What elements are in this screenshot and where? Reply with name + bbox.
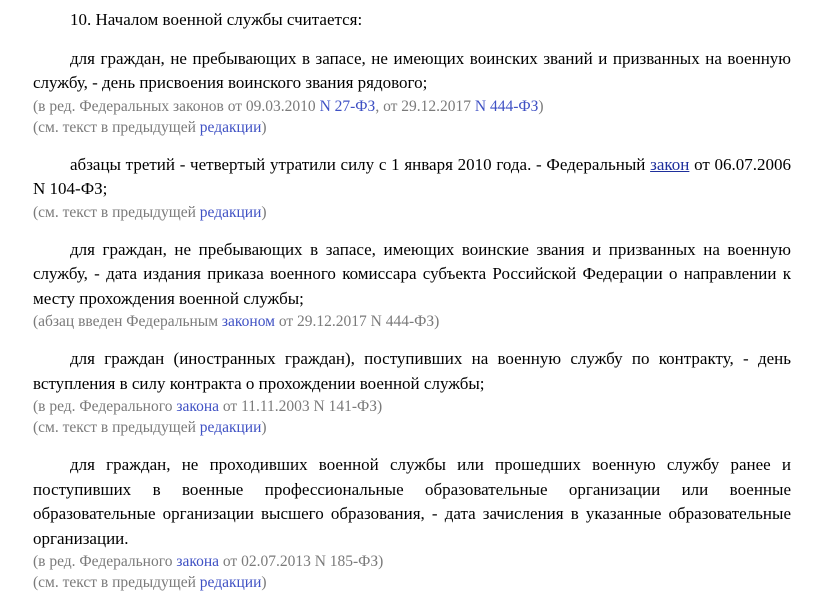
note-text: ) bbox=[261, 419, 267, 436]
note-text: (в ред. Федерального bbox=[33, 398, 177, 415]
paragraph-5: для граждан, не проходивших военной службы или прошедших военную службу ранее и поступивших в военные профессиональные образовательные организации или военные образовательные организации высшего образования, - дата зачисления в указанные образовательные организации. bbox=[33, 455, 791, 548]
note-text: ) bbox=[538, 97, 544, 115]
prev-edition-note-5 bbox=[33, 572, 791, 593]
note-text: ) bbox=[261, 203, 267, 221]
note-text: (в ред. Федерального bbox=[33, 553, 177, 570]
edit-note-5 bbox=[33, 551, 791, 572]
paragraph-text: от 06.07.2006 N 104-ФЗ; bbox=[33, 154, 791, 198]
document-body bbox=[33, 8, 791, 593]
added-note-3 bbox=[33, 311, 791, 332]
paragraph-3: для граждан, не пребывающих в запасе, имеющих воинские звания и призванных на военную службу, - дата издания приказа военного комиссара субъекта Российской Федерации о направлении к месту прохождения военной службы; bbox=[33, 239, 791, 308]
note-text: (см. текст в предыдущей bbox=[33, 574, 200, 591]
prev-edition-note-4 bbox=[33, 417, 791, 438]
prev-edition-link-4[interactable]: редакции bbox=[199, 419, 262, 436]
edit-note-1 bbox=[33, 96, 791, 117]
prev-edition-note-1 bbox=[33, 117, 791, 138]
prev-edition-note-2 bbox=[33, 202, 791, 223]
prev-edition-link-5[interactable]: редакции bbox=[199, 574, 262, 591]
note-text: (см. текст в предыдущей bbox=[33, 419, 200, 436]
note-text: ) bbox=[261, 574, 267, 591]
paragraph-4: для граждан (иностранных граждан), поступивших на военную службу по контракту, - день вступления в силу контракта о прохождении военной службы; bbox=[33, 349, 791, 393]
note-text: (абзац введен Федеральным bbox=[33, 313, 222, 330]
note-text: от 29.12.2017 N 444-ФЗ) bbox=[274, 313, 440, 330]
prev-edition-link-1[interactable]: редакции bbox=[199, 118, 262, 136]
law-link-27fz[interactable]: N 27-ФЗ bbox=[319, 97, 376, 115]
prev-edition-link-2[interactable]: редакции bbox=[199, 203, 262, 221]
law-link-444fz[interactable]: N 444-ФЗ bbox=[474, 97, 539, 115]
paragraph-1: для граждан, не пребывающих в запасе, не имеющих воинских званий и призванных на военную службу, - день присвоения воинского звания рядового; bbox=[33, 48, 791, 92]
note-text: ) bbox=[261, 118, 267, 136]
paragraph-text: абзацы третий - четвертый утратили силу с 1 января 2010 года. - Федеральный bbox=[70, 154, 651, 174]
law-link-185fz[interactable]: закона bbox=[176, 553, 219, 570]
section-heading: 10. Началом военной службы считается: bbox=[70, 10, 363, 29]
note-text: от 11.11.2003 N 141-ФЗ) bbox=[219, 398, 383, 415]
note-text: (в ред. Федеральных законов от 09.03.2010 bbox=[33, 97, 320, 115]
note-text: , от 29.12.2017 bbox=[375, 97, 475, 115]
law-link-141fz[interactable]: закона bbox=[176, 398, 219, 415]
law-link-zakonom[interactable]: законом bbox=[221, 313, 275, 330]
edit-note-4 bbox=[33, 396, 791, 417]
note-text: (см. текст в предыдущей bbox=[33, 118, 200, 136]
law-link-zakon[interactable]: закон bbox=[650, 154, 690, 174]
note-text: (см. текст в предыдущей bbox=[33, 203, 200, 221]
paragraph-2 bbox=[33, 153, 791, 202]
note-text: от 02.07.2013 N 185-ФЗ) bbox=[219, 553, 384, 570]
